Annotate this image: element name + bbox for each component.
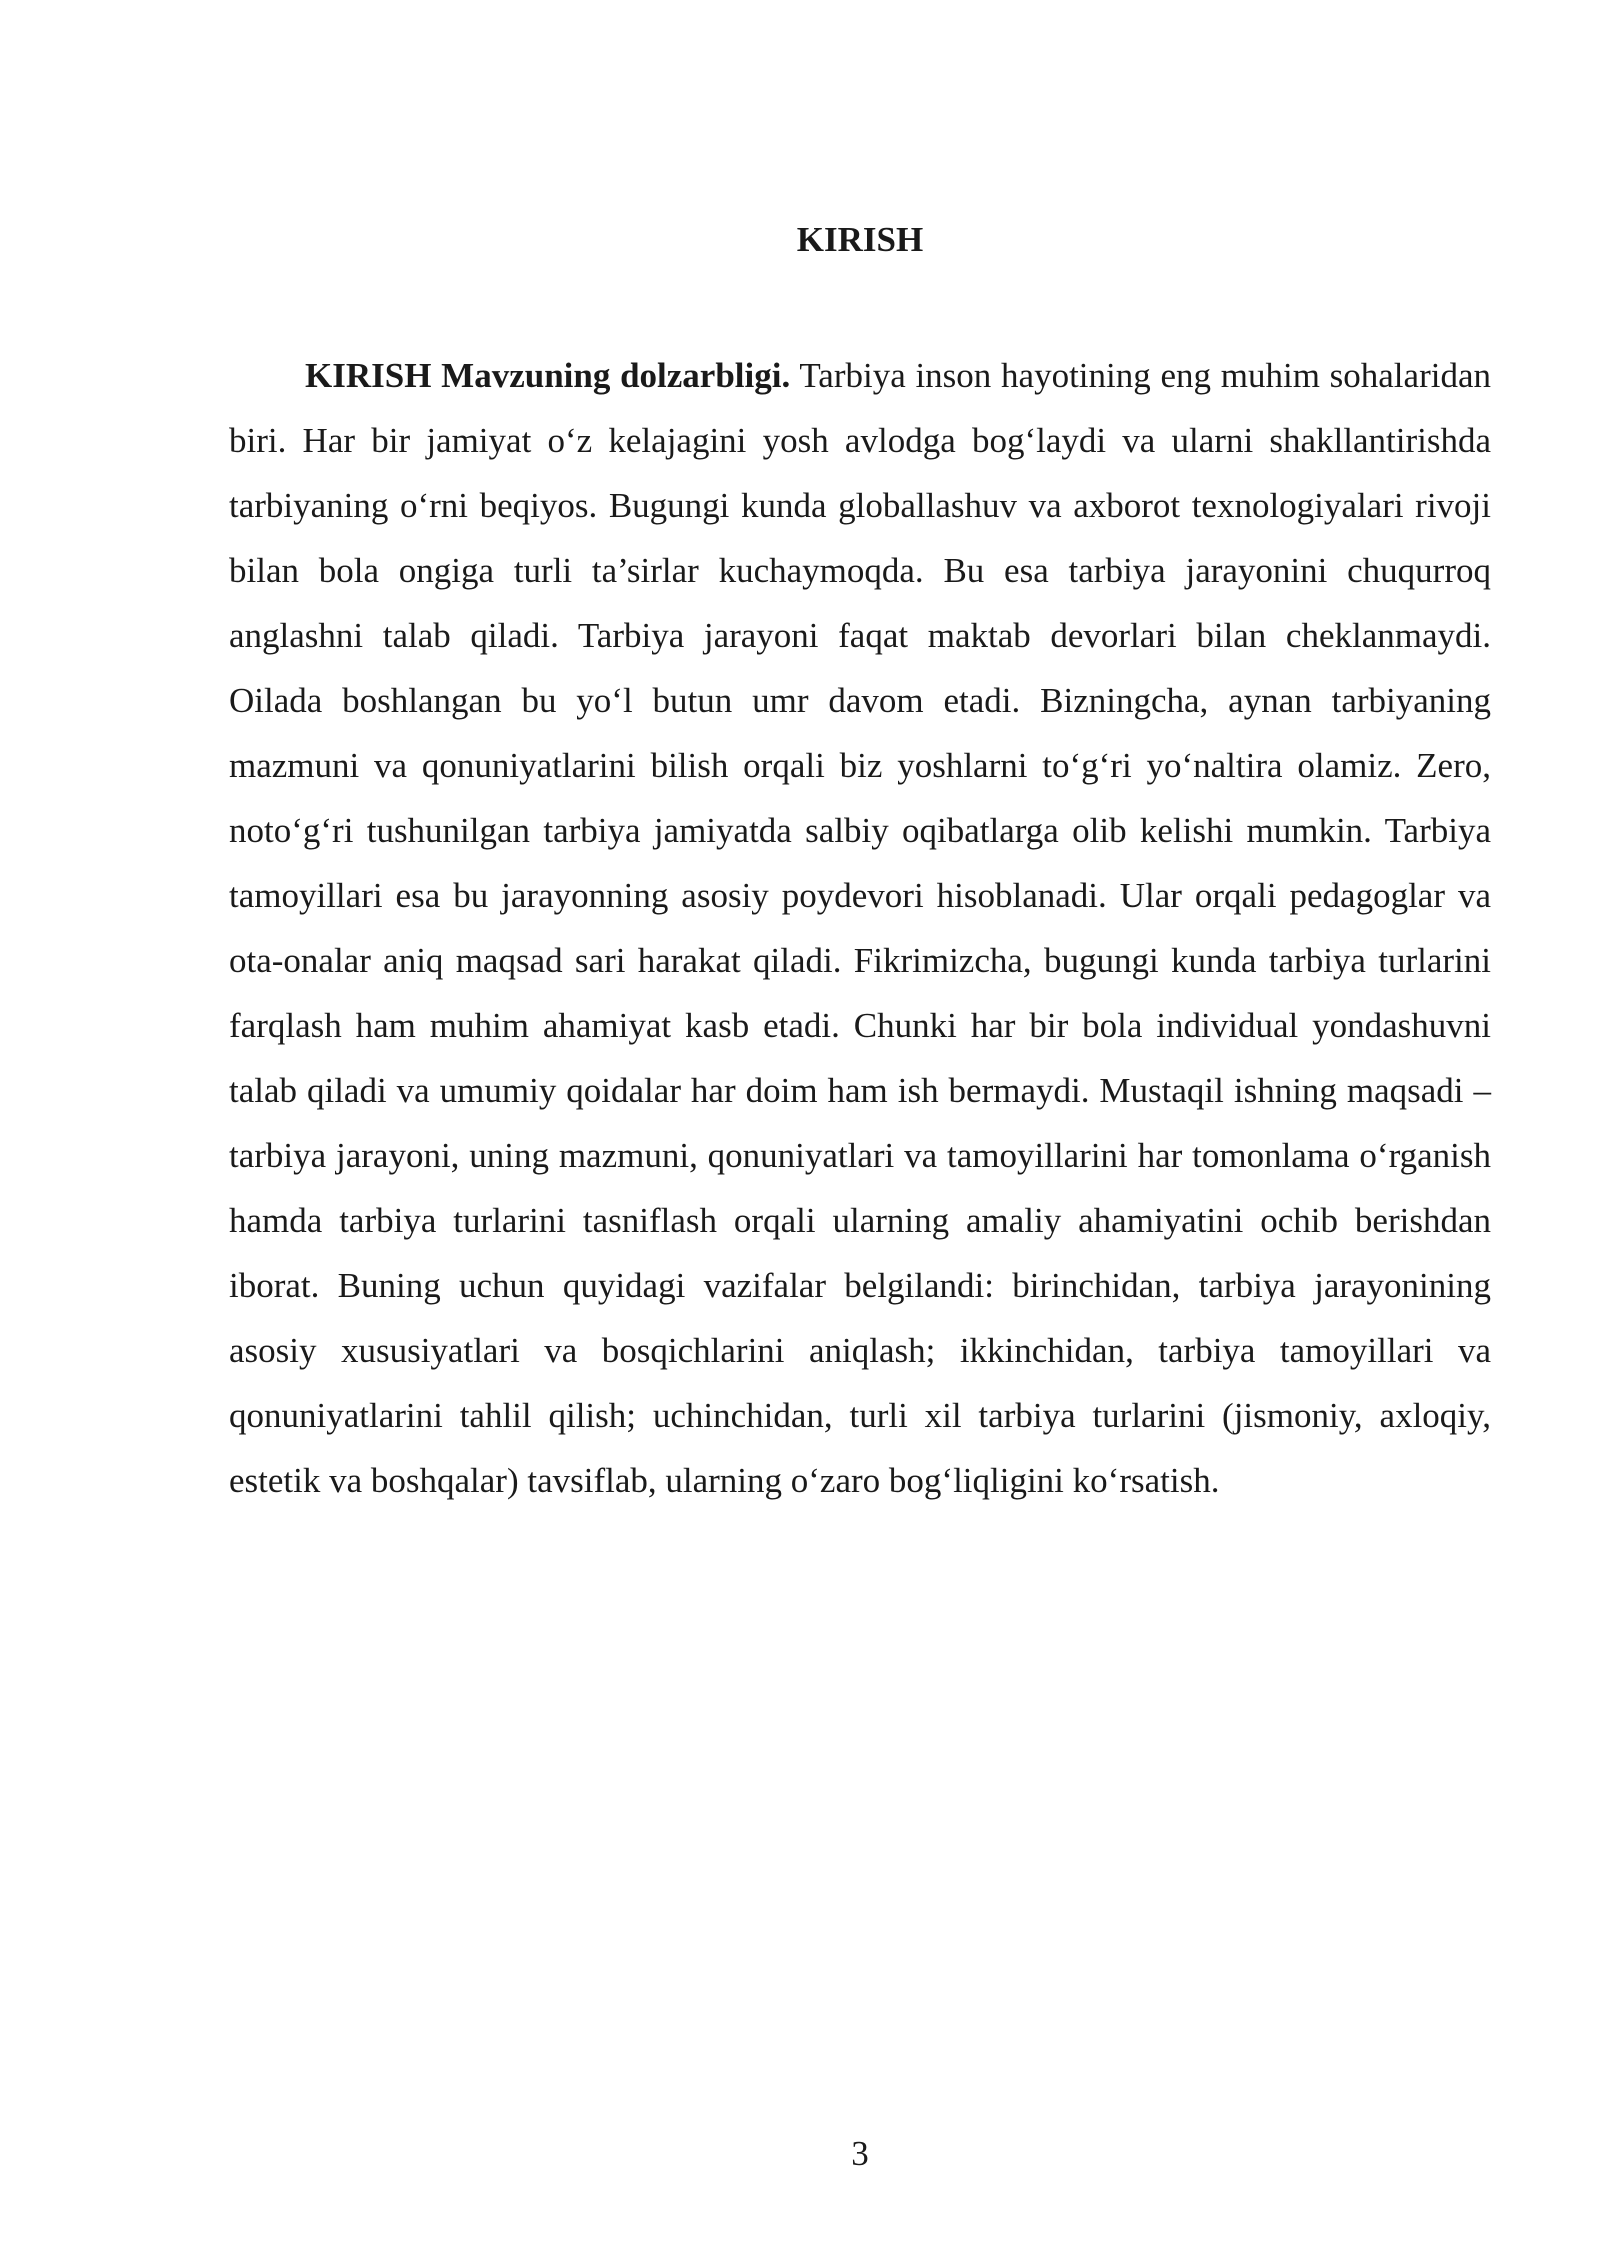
paragraph-text: Tarbiya inson hayotining eng muhim sohalaridan biri. Har bir jamiyat o‘z kelajagini yosh avlodga bog‘laydi va ularni shakllantirishda tarbiyaning o‘rni beqiyos. Bugungi kunda globallashuv va axborot texnologiyalari rivoji bilan bola ongiga turli ta’sirlar kuchaymoqda. Bu esa tarbiya jarayonini chuqurroq anglashni talab qiladi. Tarbiya jarayoni faqat maktab devorlari bilan cheklanmaydi. Oilada boshlangan bu yo‘l butun umr davom etadi. Bizningcha, aynan tarbiyaning mazmuni va qonuniyatlarini bilish orqali biz yoshlarni to‘g‘ri yo‘naltira olamiz. Zero, noto‘g‘ri tushunilgan tarbiya jamiyatda salbiy oqibatlarga olib kelishi mumkin. Tarbiya tamoyillari esa bu jarayonning asosiy poydevori hisoblanadi. Ular orqali pedagoglar va ota-onalar aniq maqsad sari harakat qiladi. Fikrimizcha, bugungi kunda tarbiya turlarini farqlash ham muhim ahamiyat kasb etadi. Chunki har bir bola individual yondashuvni talab qiladi va umumiy qoidalar har doim ham ish bermaydi. Mustaqil ishning maqsadi – tarbiya jarayoni, uning mazmuni, qonuniyatlari va tamoyillarini har tomonlama o‘rganish hamda tarbiya turlarini tasniflash orqali ularning amaliy ahamiyatini ochib berishdan iborat. Buning uchun quyidagi vazifalar belgilandi: birinchidan, tarbiya jarayonining asosiy xususiyatlari va bosqichlarini aniqlash; ikkinchidan, tarbiya tamoyillari va qonuniyatlarini tahlil qilish; uchinchidan, turli xil tarbiya turlarini (jismoniy, axloqiy, estetik va boshqalar) tavsiflab, ularning o‘zaro bog‘liqligini ko‘rsatish.: [229, 356, 1491, 1500]
page-number: 3: [851, 2134, 869, 2173]
body-paragraph: [229, 343, 1491, 1513]
section-heading: KIRISH: [796, 220, 924, 259]
paragraph-lead-in: KIRISH Mavzuning dolzarbligi.: [305, 356, 791, 395]
